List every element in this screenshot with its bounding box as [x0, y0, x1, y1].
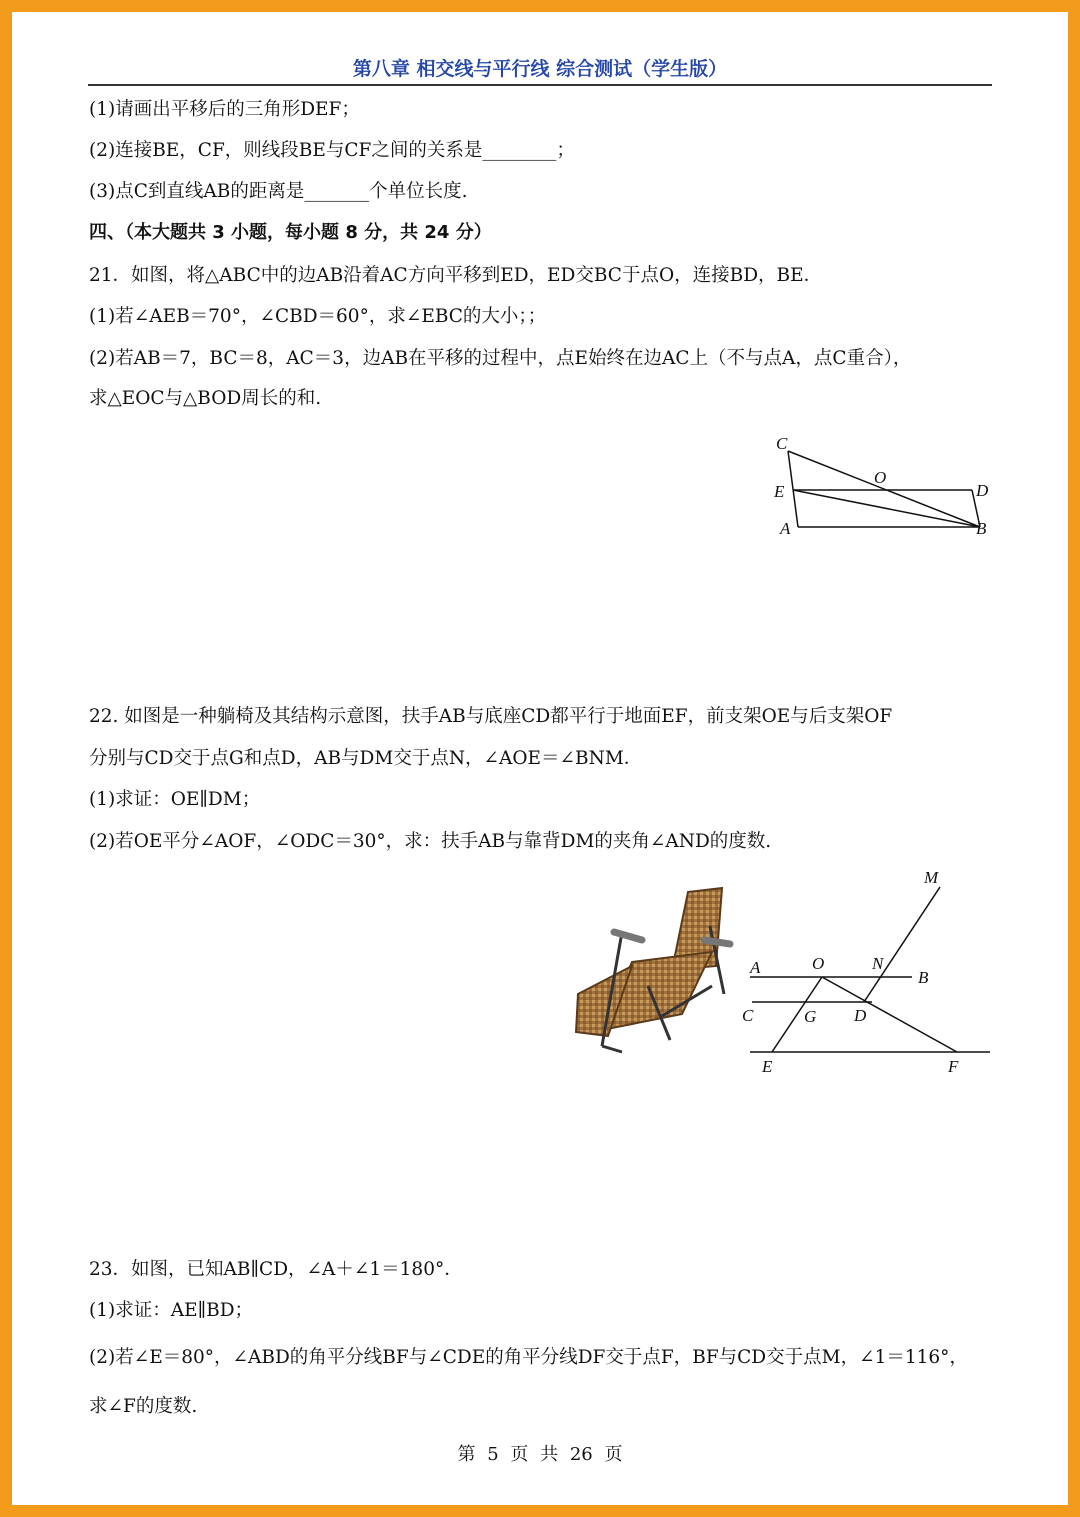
q23-stem: 23．如图，已知AB∥CD，∠A＋∠1＝180°． [89, 1259, 463, 1280]
recliner-chair-image [562, 874, 742, 1054]
q22-stem-cont: 分别与CD交于点G和点D，AB与DM交于点N，∠AOE＝∠BNM． [89, 748, 643, 769]
fig22-label-b: B [918, 968, 929, 987]
fig22-label-a: A [750, 958, 761, 977]
fig22-label-g: G [804, 1007, 817, 1026]
q20-part2: (2)连接BE，CF，则线段BE与CF之间的关系是________； [89, 140, 575, 161]
fig21-label-c: C [776, 434, 788, 453]
page-header-title: 第八章 相交线与平行线 综合测试（学生版） [352, 58, 728, 80]
q23-part2: (2)若∠E＝80°，∠ABD的角平分线BF与∠CDE的角平分线DF交于点F，BF与CD交于点M，∠1＝116°， [89, 1347, 968, 1368]
fig22-label-e: E [762, 1057, 773, 1076]
fig21-label-b: B [976, 519, 987, 537]
q22-stem: 22. 如图是一种躺椅及其结构示意图，扶手AB与底座CD都平行于地面EF，前支架OE与后支架OF [89, 706, 893, 727]
q22-figure [742, 867, 1002, 1087]
q23-part2-cont: 求∠F的度数. [89, 1396, 198, 1417]
q23-part1: (1)求证：AE∥BD； [89, 1300, 254, 1321]
fig21-label-a: A [780, 519, 791, 537]
document-page [12, 12, 1068, 1505]
q21-part2-cont: 求△EOC与△BOD周长的和. [89, 388, 322, 409]
q21-figure [762, 417, 1002, 537]
q22-part1: (1)求证：OE∥DM； [89, 789, 261, 810]
q21-part2: (2)若AB＝7，BC＝8，AC＝3，边AB在平移的过程中，点E始终在边AC上（不与点A，点C重合）， [89, 348, 912, 369]
q21-part1: (1)若∠AEB＝70°，∠CBD＝60°，求∠EBC的大小；； [89, 306, 547, 327]
q20-part1: (1)请画出平移后的三角形DEF； [89, 99, 360, 120]
section-four-heading: 四、（本大题共 3 小题，每小题 8 分，共 24 分） [89, 222, 492, 243]
fig22-label-n: N [872, 954, 884, 973]
fig22-label-f: F [948, 1057, 959, 1076]
q21-stem: 21．如图，将△ABC中的边AB沿着AC方向平移到ED，ED交BC于点O，连接BD，BE． [89, 265, 823, 286]
q20-part3: (3)点C到直线AB的距离是_______个单位长度. [89, 181, 468, 202]
fig21-label-d: D [976, 481, 989, 500]
header-divider [88, 84, 992, 86]
page-number: 第 5 页 共 26 页 [457, 1444, 623, 1465]
fig22-label-o: O [812, 954, 825, 973]
fig22-label-c: C [742, 1006, 754, 1025]
fig22-label-m: M [924, 868, 939, 887]
q22-part2: (2)若OE平分∠AOF，∠ODC＝30°，求：扶手AB与靠背DM的夹角∠AND的度数. [89, 831, 772, 852]
fig21-label-o: O [874, 468, 887, 487]
fig21-label-e: E [774, 482, 785, 501]
fig22-label-d: D [854, 1006, 867, 1025]
